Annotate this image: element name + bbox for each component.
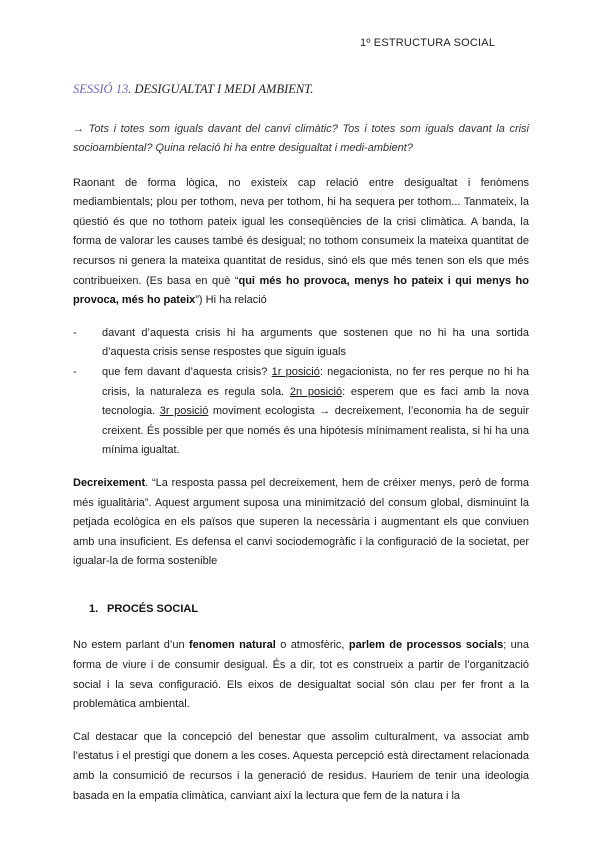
- position-1-label: 1r posició: [271, 365, 320, 378]
- list-item: [73, 363, 530, 461]
- dash-bullet: -: [73, 365, 77, 378]
- position-2-label: 2n posició: [289, 385, 343, 398]
- paragraph-proces-social: [73, 636, 529, 714]
- section-number: 1.: [89, 602, 99, 615]
- position-3-label: 3r posició: [159, 405, 209, 418]
- session-label: SESSIÓ 13: [73, 82, 129, 96]
- course-header: 1º ESTRUCTURA SOCIAL: [360, 37, 496, 49]
- intro-text: Tots i totes som iguals davant del canvi climàtic? Tos i totes som iguals davant la crisi socioambiental? Quina relació hi ha entre desigualtat i medi-ambient?: [73, 122, 529, 154]
- session-title: [73, 80, 529, 100]
- paragraph-decreixement: [73, 474, 529, 572]
- list-item-text: : negacionista, no fer res perque no hi ha crisis, la naturaleza es regula sola.: [102, 365, 530, 398]
- section-heading: [89, 600, 529, 620]
- list-item: [73, 324, 529, 363]
- paragraph-text: . “La resposta passa pel decreixement, hem de créixer menys, però de forma més igualitària”. Aquest argument suposa una minimització del consum global, disminuint la petjada ecològica en els països que superen la necessària i augmentant els que conviuen amb una insuficient. Es defensa el canvi sociodemogràfic i la configuració de la societat, per igualar-la de forma sostenible: [73, 476, 529, 568]
- section-title: PROCÉS SOCIAL: [107, 602, 199, 615]
- paragraph-text: Raonant de forma lògica, no existeix cap relació entre desigualtat i fenòmens mediambientals; plou per tothom, neva per tothom, hi ha sequera per tothom... Tanmateix, la qüestió és que no tothom pateix igual les conseqüències de la crisi climàtica. A banda, la forma de valorar les causes també és desigual; no tothom consumeix la mateixa quantitat de recursos ni genera la mateixa quantitat de residus, sinó els que més tenen son els que més contribueixen. (Es basa en què “: [73, 176, 529, 287]
- term-fenomen-natural: fenomen natural: [188, 639, 276, 652]
- term-decreixement: Decreixement: [73, 476, 146, 489]
- document-body: [73, 80, 529, 819]
- arrow-icon: →: [73, 122, 84, 135]
- intro-question: [73, 120, 529, 158]
- paragraph-text: ; una forma de viure i de consumir desigual. És a dir, tot es construeix a partir de l’organització social i la seva configuració. Els eixos de desigualtat social són clau per fer front a la problemàtica ambiental.: [73, 639, 529, 711]
- paragraph-benestar: [73, 728, 529, 806]
- paragraph-relation: [73, 174, 529, 311]
- term-processos-socials: parlem de processos socials: [348, 639, 504, 652]
- paragraph-bold-quote: qui més ho provoca, menys ho pateix i qui menys ho provoca, més ho pateix: [73, 274, 529, 307]
- session-title-text: . DESIGUALTAT I MEDI AMBIENT.: [128, 82, 314, 96]
- positions-list: [73, 324, 529, 461]
- list-item-text: davant d’aquesta crisis hi ha arguments que sostenen que no hi ha una sortida d’aquesta crisis sense respostes que siguin iguals: [102, 326, 529, 359]
- paragraph-text: Cal destacar que la concepció del benestar que assolim culturalment, va associat amb l’estatus i el prestigi que donem a les coses. Aquesta percepció està directament relacionada amb la consumició de recursos i la generació de residus. Hauriem de tenir una ideologia basada en la empatia climàtica, canviant així la lectura que fem de la natura i la: [73, 730, 529, 802]
- paragraph-text-end: ”) Hi ha relació: [195, 294, 267, 307]
- paragraph-text: o atmosfèric,: [275, 639, 349, 652]
- list-item-text: : esperem que es faci amb la nova tecnologia.: [102, 385, 529, 418]
- list-item-text: que fem davant d’aquesta crisis?: [102, 365, 272, 378]
- list-item-text: moviment ecologista → decreixement, l’economia ha de seguir creixent. És possible per que només és una hipótesis mínimament realista, si hi ha una mínima igualtat.: [102, 405, 530, 457]
- paragraph-text: No estem parlant d’un: [73, 639, 189, 652]
- dash-bullet: -: [73, 326, 77, 339]
